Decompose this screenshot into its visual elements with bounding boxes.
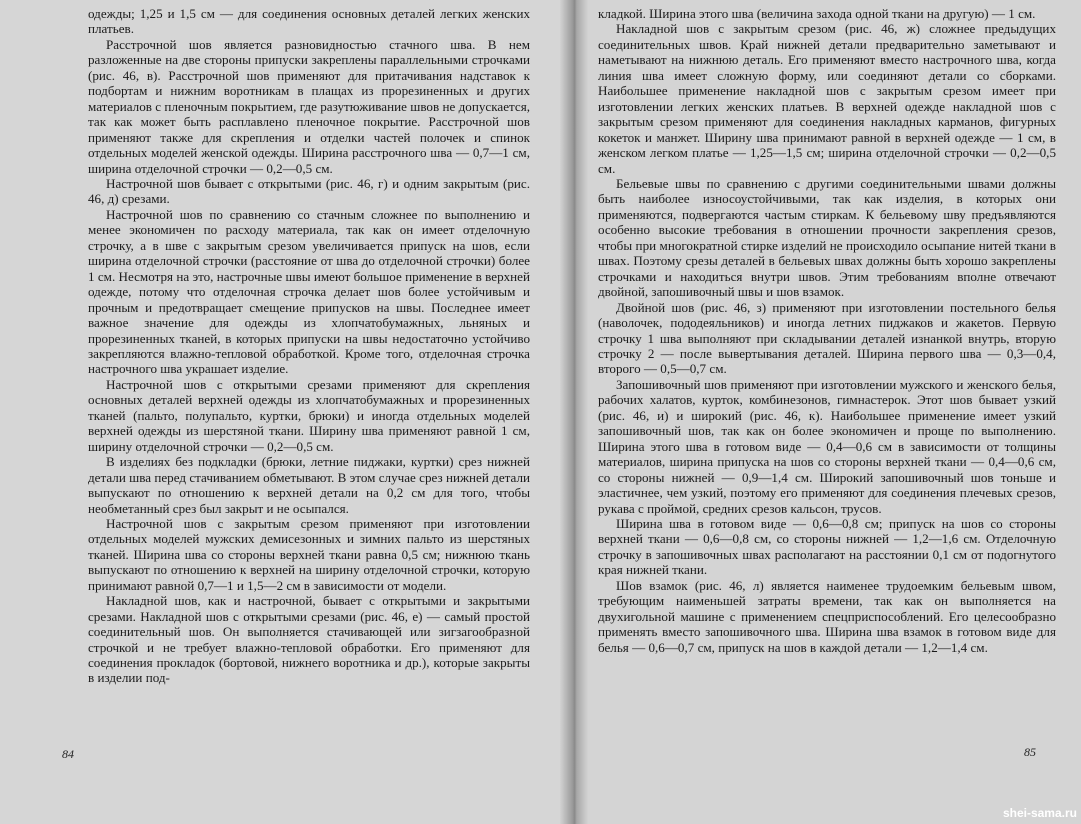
paragraph: Накладной шов с закрытым срезом (рис. 46, ж) сложнее предыдущих соединительных швов. Край нижней детали предварительно заметывают и наметывают на нижнюю деталь. Его применяют вместо настрочного шва, когда линия шва имеет сложную форму, или соединяют детали со сборками. Наибольшее применение накладной шов с закрытым срезом имеет при изготовлении легких женских платьев. В верхней одежде накладной шов с закрытым срезом применяют для соединения накладных карманов, фигурных кокеток и манжет. Ширину шва принимают равной в верхней одежде — 1 см, в женском легком платье — 1,25—1,5 см; ширина отделочной строчки — 0,2—0,5 см.	[598, 21, 1056, 176]
book-gutter	[560, 0, 588, 824]
paragraph: В изделиях без подкладки (брюки, летние пиджаки, куртки) срез нижней детали шва перед стачиванием обметывают. В этом случае срез нижней детали выпускают по отношению к верхней детали на 0,2 см для того, чтобы необметанный срез был закрыт и не осыпался.	[88, 454, 530, 516]
paragraph: Запошивочный шов применяют при изготовлении мужского и женского белья, рабочих халатов, курток, комбинезонов, гимнастерок. Этот шов бывает узкий (рис. 46, и) и широкий (рис. 46, к). Наибольшее применение имеет узкий запошивочный шов, так как он более экономичен и проще по выполнению. Ширина этого шва в готовом виде — 0,4—0,6 см в зависимости от толщины материалов, ширина припуска на шов со стороны верхней ткани — 0,4—0,6 см, со стороны нижней — 0,9—1,4 см. Широкий запошивочный шов тоньше и эластичнее, чем узкий, поэтому его применяют для соединения плечевых срезов, рукава с проймой, средних срезов кальсон, трусов.	[598, 376, 1056, 516]
paragraph: Настрочной шов бывает с открытыми (рис. 46, г) и одним закрытым (рис. 46, д) срезами.	[88, 175, 530, 207]
paragraph: Накладной шов, как и настрочной, бывает с открытыми и закрытыми срезами. Накладной шов с открытыми срезами (рис. 46, е) — самый простой соединительный шов. Он выполняется стачивающей или зигзагообразной строчкой и не требует влажно-тепловой обработки. Его применяют для соединения прокладок (бортовой, нижнего воротника и др.), которые закрыты в изделии под-	[88, 593, 530, 686]
paragraph: Бельевые швы по сравнению с другими соединительными швами должны быть наиболее износоустойчивыми, так как изделия, в которых они применяются, подвергаются частым стиркам. К бельевому шву предъявляются особенно высокие требования в отношении прочности закрепления срезов, чтобы при многократной стирке изделий не происходило осыпание нитей ткани в швах. Поэтому срезы деталей в бельевых швах должны быть хорошо закреплены строчками и находиться внутри швов. Этим требованиям вполне отвечают двойной, запошивочный швы и шов взамок.	[598, 175, 1056, 300]
paragraph: Шов взамок (рис. 46, л) является наименее трудоемким бельевым швом, требующим наименьшей затраты времени, так как он выполняется на двухигольной машине с применением спецприспособлений. Его целесообразно применять вместо запошивочного шва. Ширина шва взамок в готовом виде для белья — 0,6—0,7 см, припуск на шов в каждой детали — 1,2—1,4 см.	[598, 577, 1056, 655]
paragraph: Ширина шва в готовом виде — 0,6—0,8 см; припуск на шов со стороны верхней ткани — 0,6—0,8 см, со стороны нижней — 1,2—1,6 см. Отделочную строчку в запошивочных швах располагают на расстоянии 0,1 см от подогнутого края нижней ткани.	[598, 515, 1056, 578]
page-number-right: 85	[1024, 745, 1036, 759]
paragraph: Двойной шов (рис. 46, з) применяют при изготовлении постельного белья (наволочек, пододеяльников) и иногда летних пиджаков и жакетов. Первую строчку 1 шва выполняют при складывании деталей изнанкой внутрь, вторую строчку 2 — после вывертывания деталей. Ширина первого шва — 0,3—0,4, второго — 0,5—0,7 см.	[598, 299, 1056, 377]
paragraph: Настрочной шов с открытыми срезами применяют для скрепления основных деталей верхней одежды из хлопчатобумажных и прорезиненных тканей (пальто, полупальто, куртки, брюки) и иногда отдельных моделей верхней одежды из шерстяной ткани. Ширину шва применяют равной 1 см, ширину отделочной строчки — 0,2—0,5 см.	[88, 376, 530, 454]
page-number-left: 84	[62, 747, 74, 761]
left-page-text	[88, 6, 530, 686]
paragraph: кладкой. Ширина этого шва (величина захода одной ткани на другую) — 1 см.	[598, 6, 1036, 21]
watermark: shei-sama.ru	[1002, 806, 1077, 820]
paragraph: Настрочной шов по сравнению со стачным сложнее по выполнению и менее экономичен по расходу материала, так как он имеет отделочную строчку, а в шве с закрытым срезом увеличивается припуск на шов, если ширина отделочной строчки (расстояние от шва до отделочной строчки) более 1 см. Несмотря на это, настрочные швы имеют большое применение в верхней одежде, потому что отделочная строчка делает шов более устойчивым и прочным и предотвращает смещение припусков на швы. Последнее имеет важное значение для одежды из хлопчатобумажных, льняных и прорезиненных тканей, в которых припуски на швы недостаточно устойчиво закрепляются влажно-тепловой обработкой. Кроме того, отделочная строчка настрочного шва украшает изделие.	[88, 206, 530, 377]
paragraph: Расстрочной шов является разновидностью стачного шва. В нем разложенные на две стороны припуски закреплены параллельными строчками (рис. 46, в). Расстрочной шов применяют для притачивания надставок к подбортам и нижним воротникам в плащах из прорезиненных и других материалов с пленочным покрытием, где разутюживание швов не допускается, так как может быть расплавлено пленочное покрытие. Расстрочной шов применяют также для скрепления и отделки частей полочек и спинок отдельных моделей женской одежды. Ширина расстрочного шва — 0,7—1 см, ширина отделочной строчки — 0,2—0,5 см.	[88, 36, 530, 176]
right-page	[588, 0, 1081, 824]
right-page-text	[598, 6, 1056, 655]
paragraph: одежды; 1,25 и 1,5 см — для соединения основных деталей легких женских платьев.	[88, 6, 530, 37]
paragraph: Настрочной шов с закрытым срезом применяют при изготовлении отдельных моделей мужских демисезонных и зимних пальто из шерстяных тканей. Ширина шва со стороны верхней ткани равна 0,5 см; нижнюю ткань выпускают по отношению к верхней на ширину отделочной строчки, которую принимают равной 0,7—1 и 1,5—2 см в зависимости от модели.	[88, 515, 530, 593]
